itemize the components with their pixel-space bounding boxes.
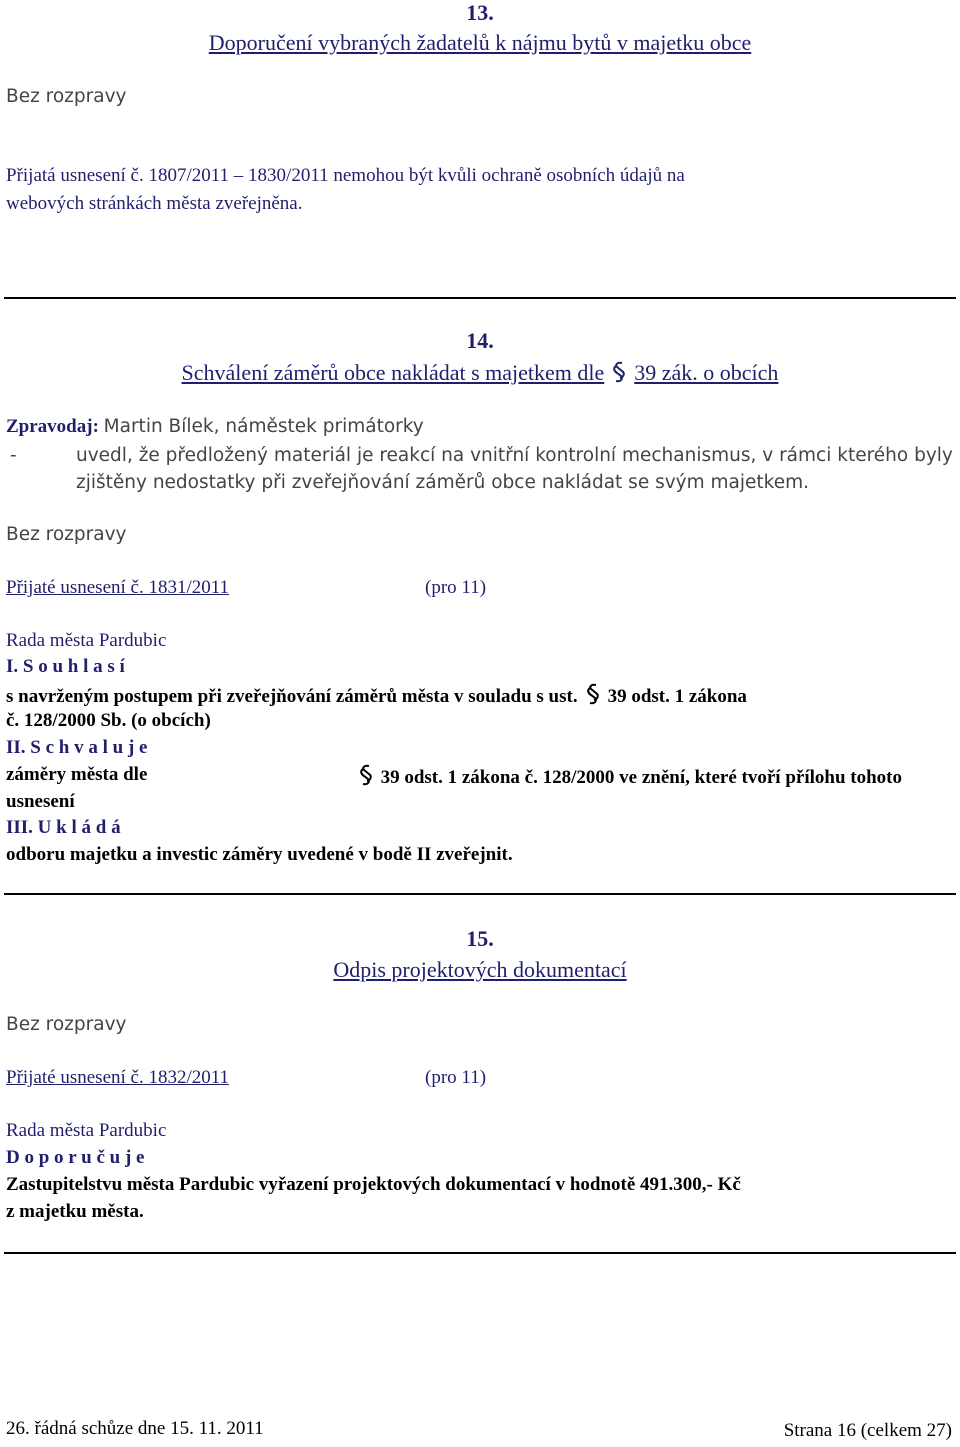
item14-title-part2: 39 zák. o obcích <box>634 360 779 385</box>
item14-no-debate: Bez rozpravy <box>6 524 127 545</box>
item14-resolution-label: Přijaté usnesení č. 1831/2011 <box>6 577 230 598</box>
footer-right: Strana 16 (celkem 27) <box>783 1420 952 1441</box>
item14-number: 14. <box>466 328 494 353</box>
item15-no-debate: Bez rozpravy <box>6 1014 127 1035</box>
p3-head: III. U k l á d á <box>6 817 121 838</box>
p1-text-a: s navrženým postupem při zveřejňování záměrů města v souladu s ust. <box>6 686 578 707</box>
p2-text-line2: usnesení <box>6 791 75 812</box>
p2-text-b: 39 odst. 1 zákona č. 128/2000 ve znění, které tvoří přílohu tohoto <box>380 767 902 788</box>
item15-council: Rada města Pardubic <box>6 1120 167 1141</box>
p1-head: I. S o u h l a s í <box>6 656 125 677</box>
divider-2 <box>4 893 956 895</box>
item15-text-line2: z majetku města. <box>6 1201 144 1222</box>
bullet-line1: uvedl, že předložený materiál je reakcí na vnitřní kontrolní mechanismus, v rámci kterého byly <box>76 445 953 466</box>
item13-number: 13. <box>466 0 494 25</box>
p1-text-b: 39 odst. 1 zákona <box>607 686 747 707</box>
item13-no-debate: Bez rozpravy <box>6 86 127 107</box>
p2-text-a: záměry města dle <box>6 764 148 785</box>
p1-text-line2: č. 128/2000 Sb. (o obcích) <box>6 710 211 731</box>
bullet-line2: zjištěny nedostatky při zveřejňování záměrů obce nakládat se svým majetkem. <box>76 472 809 493</box>
p1-text-line1 <box>6 683 747 708</box>
reporter-name: Martin Bílek, náměstek primátorky <box>103 416 424 437</box>
item15-number: 15. <box>466 926 494 951</box>
section-sign-icon <box>582 683 604 705</box>
item15-head: D o p o r u č u j e <box>6 1147 145 1168</box>
section-sign-icon <box>608 361 630 383</box>
reporter-label: Zpravodaj: <box>6 416 99 437</box>
footer-left: 26. řádná schůze dne 15. 11. 2011 <box>6 1418 264 1439</box>
item15-text-line1: Zastupitelstvu města Pardubic vyřazení projektových dokumentací v hodnotě 491.300,- Kč <box>6 1174 741 1195</box>
item13-title: Doporučení vybraných žadatelů k nájmu bytů v majetku obce <box>208 30 752 55</box>
item13-notice-line2: webových stránkách města zveřejněna. <box>6 193 303 214</box>
item14-vote: (pro 11) <box>425 577 487 598</box>
section-sign-icon <box>355 764 377 786</box>
p2-head: II. S c h v a l u j e <box>6 737 148 758</box>
item15-vote: (pro 11) <box>425 1067 487 1088</box>
divider-1 <box>4 297 956 299</box>
p2-text-line1 <box>6 764 902 789</box>
item14-title-part1: Schválení záměrů obce nakládat s majetkem dle <box>181 360 605 385</box>
divider-3 <box>4 1252 956 1254</box>
item14-title <box>0 360 960 386</box>
bullet-dash: - <box>10 445 17 466</box>
item13-notice-line1: Přijatá usnesení č. 1807/2011 – 1830/2011 nemohou být kvůli ochraně osobních údajů na <box>6 165 685 186</box>
p3-text: odboru majetku a investic záměry uvedené v bodě II zveřejnit. <box>6 844 513 865</box>
item15-resolution-label: Přijaté usnesení č. 1832/2011 <box>6 1067 230 1088</box>
item15-title: Odpis projektových dokumentací <box>333 957 627 982</box>
item14-council: Rada města Pardubic <box>6 630 167 651</box>
